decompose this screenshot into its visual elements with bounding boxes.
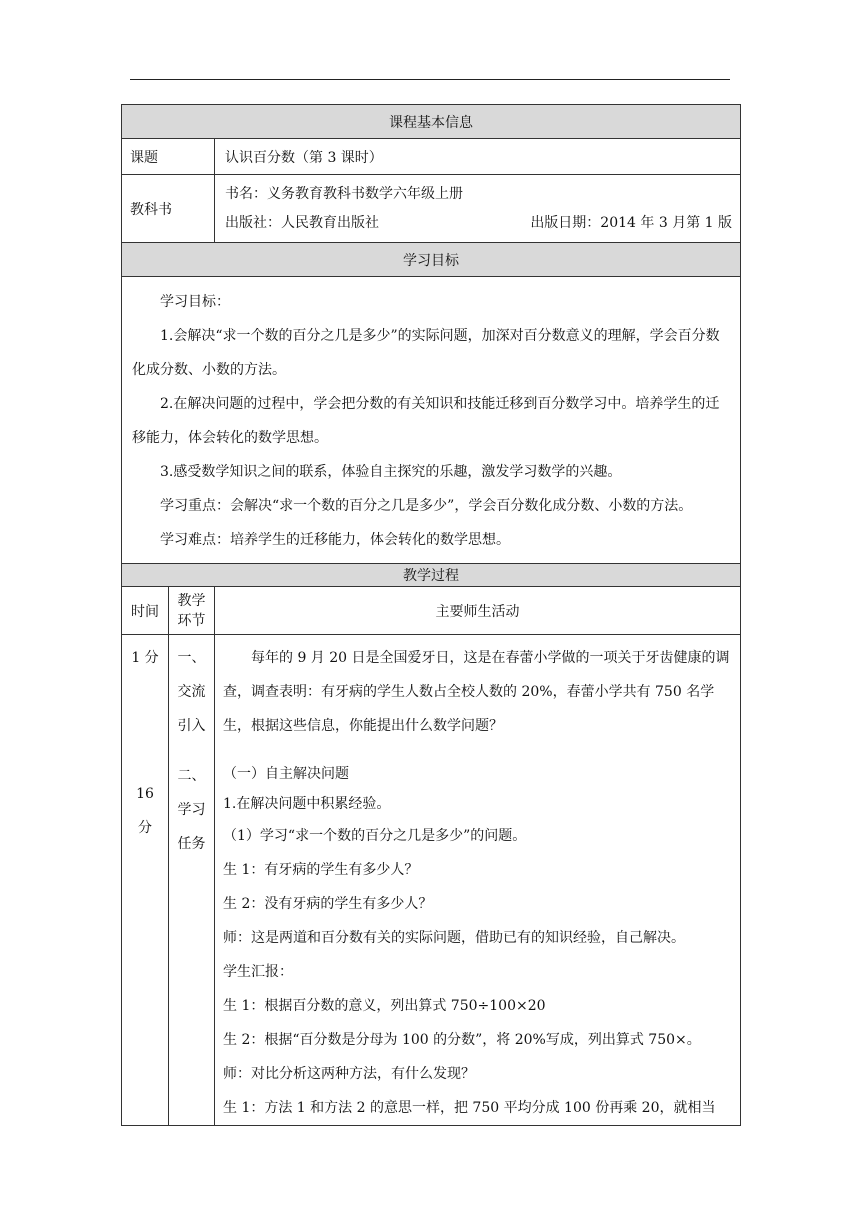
task-line: 师：这是两道和百分数有关的实际问题，借助已有的知识经验，自己解决。 [223, 930, 685, 946]
stage-1-num: 一、 [177, 650, 206, 666]
stage-column [169, 635, 215, 1126]
topic-value: 认识百分数（第 3 课时） [215, 139, 741, 175]
objectives-line: 学习难点：培养学生的迁移能力，体会转化的数学思想。 [160, 532, 510, 548]
objectives-content [122, 277, 741, 564]
time-1: 1 分 [131, 650, 159, 666]
publisher: 出版社：人民教育出版社 [225, 214, 379, 231]
objectives-row [122, 277, 741, 564]
task-line: 生 1：根据百分数的意义，列出算式 750÷100×20 [223, 998, 546, 1014]
course-info-header: 课程基本信息 [122, 105, 741, 139]
textbook-row [122, 175, 741, 243]
objectives-line: 1.会解决“求一个数的百分之几是多少”的实际问题，加深对百分数意义的理解，学会百分数化成分数、小数的方法。 [132, 328, 720, 378]
stage-1-a: 交流 [177, 684, 206, 700]
publish-date: 出版日期：2014 年 3 月第 1 版 [530, 214, 733, 231]
task-line: 生 2：没有牙病的学生有多少人？ [223, 896, 433, 912]
objectives-line: 2.在解决问题的过程中，学会把分数的有关知识和技能迁移到百分数学习中。培养学生的迁移能力，体会转化的数学思想。 [132, 396, 720, 446]
objectives-header: 学习目标 [122, 243, 741, 277]
stage-1-b: 引入 [177, 718, 206, 734]
task-line: 生 2：根据“百分数是分母为 100 的分数”，将 20%写成，列出算式 750×。 [223, 1032, 701, 1048]
stage-2-num: 二、 [177, 768, 206, 784]
stage-2-b: 任务 [177, 836, 206, 852]
activity-column [215, 635, 741, 1126]
topic-label: 课题 [122, 139, 215, 175]
lesson-plan-table [121, 104, 741, 1126]
time-2b: 分 [138, 820, 152, 836]
objectives-line: 学习目标： [160, 294, 230, 310]
col-activity: 主要师生活动 [215, 587, 741, 635]
task-line: 师：对比分析这两种方法，有什么发现？ [223, 1066, 475, 1082]
task-line: 生 1：方法 1 和方法 2 的意思一样，把 750 平均分成 100 份再乘 20，就相当 [223, 1100, 716, 1116]
task-line: 学生汇报： [223, 964, 293, 980]
task-line: （1）学习“求一个数的百分之几是多少”的问题。 [223, 828, 527, 844]
textbook-label: 教科书 [122, 175, 215, 243]
process-header-row [122, 564, 741, 587]
intro-paragraph: 每年的 9 月 20 日是全国爱牙日，这是在春蕾小学做的一项关于牙齿健康的调查，调查表明：有牙病的学生人数占全校人数的 20%，春蕾小学共有 750 名学生，根据这些信息，你能提出什么数学问题？ [223, 650, 730, 734]
stage-2-a: 学习 [177, 802, 206, 818]
process-header: 教学过程 [122, 564, 741, 587]
time-column [122, 635, 169, 1126]
header-rule [130, 79, 730, 80]
objectives-line: 学习重点：会解决“求一个数的百分之几是多少”，学会百分数化成分数、小数的方法。 [160, 498, 693, 514]
topic-row [122, 139, 741, 175]
col-stage: 教学 环节 [169, 587, 215, 635]
process-body-row [122, 635, 741, 1126]
book-name: 书名：义务教育教科书数学六年级上册 [225, 185, 463, 202]
time-2a: 16 [136, 786, 154, 802]
task-line: 1.在解决问题中积累经验。 [223, 796, 391, 812]
course-info-header-row [122, 105, 741, 139]
objectives-line: 3.感受数学知识之间的联系，体验自主探究的乐趣，激发学习数学的兴趣。 [160, 464, 622, 480]
textbook-details [215, 175, 741, 243]
objectives-header-row [122, 243, 741, 277]
task-line: （一）自主解决问题 [223, 766, 349, 782]
process-columns-row [122, 587, 741, 635]
col-time: 时间 [122, 587, 169, 635]
task-line: 生 1：有牙病的学生有多少人？ [223, 862, 419, 878]
